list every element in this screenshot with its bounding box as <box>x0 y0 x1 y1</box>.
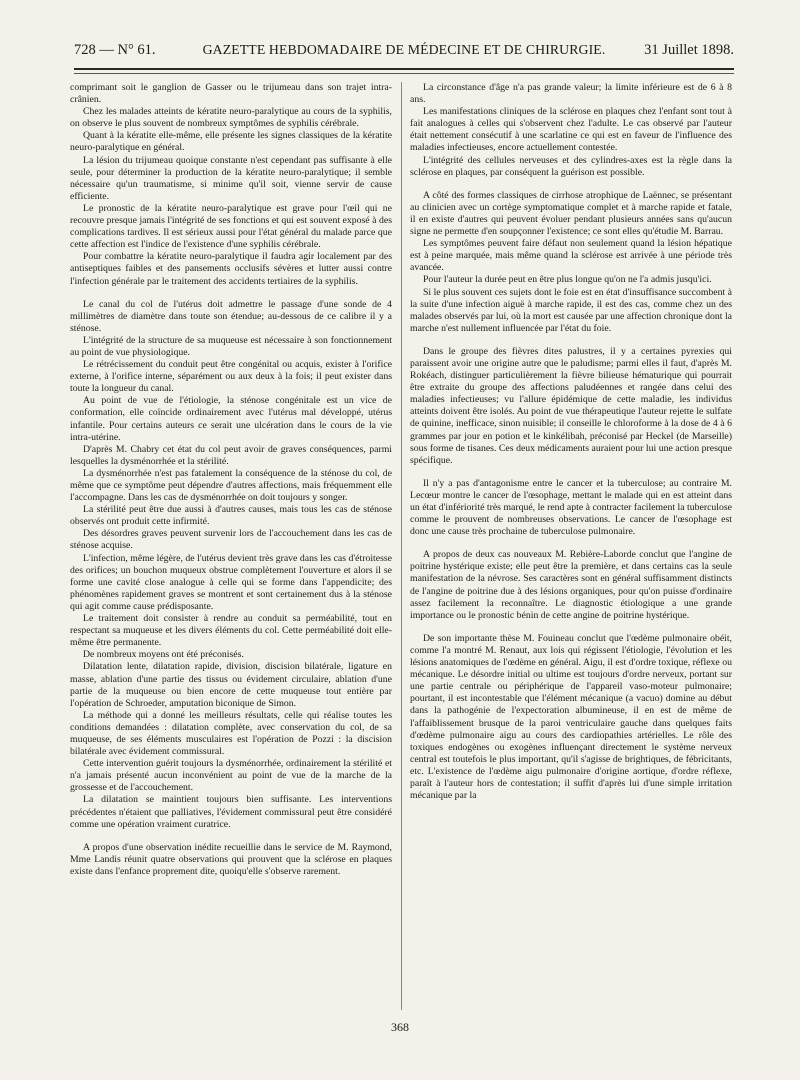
paragraph: Dans le groupe des fièvres dites palustres, il y a certaines pyrexies qui paraissent avoir une origine autre que le paludisme; parmi elles il faut, d'après M. Rokéach, distinguer particulièrement la fièvre bilieuse hématurique qui pourrait être extraite du groupe des affections paludéennes et rangée dans celui des maladies infectieuses; vu l'allure épidémique de cette maladie, les individus atteints doivent être isolés. Au point de vue thérapeutique l'auteur rejette le sulfate de quinine, inefficace, sinon nuisible; il conseille le chloroforme à la dose de 4 à 6 grammes par jour en potion et le kinkélibah, préconisé par Heckel (de Marseille) sous forme de tisanes. Ces deux médicaments auraient pour lui une action presque spécifique. <box>410 345 732 466</box>
folio-number: 368 <box>391 1020 409 1034</box>
paragraph: comprimant soit le ganglion de Gasser ou le trijumeau dans son trajet intra-crânien. <box>70 82 392 106</box>
paragraph: Quant à la kératite elle-même, elle présente les signes classiques de la kératite neuro-paralytique en général. <box>70 130 392 154</box>
paragraph: A propos de deux cas nouveaux M. Rebière-Laborde conclut que l'angine de poitrine hystérique existe; elle peut être la première, et dans certains cas la seule manifestation de la névrose. Ses caractères sont en général suffisamment distincts de l'angine de poitrine due à des lésions organiques, pour qu'on puisse d'ordinaire assez facilement la reconnaître. Le diagnostic étiologique a une grande importance ou le pronostic bénin de cette angine de poitrine hystérique. <box>410 549 732 621</box>
paragraph: La stérilité peut être due aussi à d'autres causes, mais tous les cas de sténose observés ont produit cette infirmité. <box>70 504 392 528</box>
paragraph: Il n'y a pas d'antagonisme entre le cancer et la tuberculose; au contraire M. Lecœur montre le cancer de l'œsophage, mettant le malade qui en est atteint dans un état d'infériorité très marqué, le rend apte à contracter facilement la tuberculose comme le prouvent de nombreuses observations. Le cancer de l'œsophage est donc une cause très prochaine de tuberculose pulmonaire. <box>410 477 732 538</box>
running-header <box>74 42 734 70</box>
paragraph: Des désordres graves peuvent survenir lors de l'accouchement dans les cas de sténose acquise. <box>70 528 392 552</box>
paragraph: Au point de vue de l'étiologie, la sténose congénitale est un vice de conformation, elle coïncide ordinairement avec l'utérus mal développé, utérus infantile. Pour certains auteurs ce serait une ulcération dans le cours de la vie intra-utérine. <box>70 395 392 443</box>
paragraph: L'intégrité de la structure de sa muqueuse est nécessaire à son fonctionnement au point de vue physiologique. <box>70 334 392 358</box>
page-number: 728 — N° 61. <box>74 42 156 58</box>
paragraph: La dysménorrhée n'est pas fatalement la conséquence de la sténose du col, de même que ce symptôme peut dépendre d'autres affections, mais fréquemment elle l'accompagne. Dans les cas de dysménorrhée on doit toujours y songer. <box>70 467 392 504</box>
paragraph: De son importante thèse M. Fouineau conclut que l'œdème pulmonaire obéit, comme l'a montré M. Renaut, aux lois qui régissent l'étiologie, l'évolution et les lésions anatomiques de l'œdème en général. Aigu, il est d'ordre toxique, réflexe ou mécanique. Le désordre initial ou ultime est toujours d'ordre nerveux, portant sur une partie centrale ou périphérique de l'appareil vaso-moteur pulmonaire; pourtant, il est incontestable que l'élément mécanique (a vacuo) domine au début dans la pathogénie de l'expectoration albumineuse, il en est de même de l'affaiblissement brusque de la paroi ventriculaire gauche dans quelques faits d'œdème pulmonaire aigu au cours des cardiopathies artérielles. Le rôle des toxiques endogènes ou exogènes influençant directement le système nerveux central est toutefois le plus important, qu'il s'agisse de brightiques, de fébricitants, etc. L'existence de l'œdème aigu pulmonaire d'origine aortique, d'ordre réflexe, paraît à l'auteur hors de contestation; il suffit d'après lui d'une simple irritation mécanique par la <box>410 632 732 802</box>
paragraph: L'infection, même légère, de l'utérus devient très grave dans les cas d'étroitesse des orifices; un bouchon muqueux obstrue complètement l'ouverture et alors il se forme une cavité close analogue à celle qui se forme dans l'appendicite; des phénomènes rapidement graves se montrent et sont certainement dus à la sténose qui agit comme cause prédisposante. <box>70 552 392 612</box>
paragraph: La dilatation se maintient toujours bien suffisante. Les interventions précédentes n'étaient que palliatives, l'évidement commissural peut être considéré comme une opération vraiment curatrice. <box>70 794 392 830</box>
paragraph: A propos d'une observation inédite recueillie dans le service de M. Raymond, Mme Landis réunit quatre observations qui prouvent que la sclérose en plaques existe dans l'enfance proprement dite, quoiqu'elle s'observe rarement. <box>70 841 392 877</box>
journal-title: GAZETTE HEBDOMADAIRE DE MÉDECINE ET DE CHIRURGIE. <box>202 42 606 57</box>
paragraph: La circonstance d'âge n'a pas grande valeur; la limite inférieure est de 6 à 8 ans. <box>410 82 732 106</box>
left-column <box>70 82 392 1012</box>
paragraph: Dilatation lente, dilatation rapide, division, discision bilatérale, ligature en masse, ablation d'une partie des tissus ou évidement circulaire, ablation d'une partie de la muqueuse ou bien encore de cette muqueuse tout entière par l'opération de Schroeder, amputation biconique de Simon. <box>70 661 392 709</box>
paragraph: Si le plus souvent ces sujets dont le foie est en état d'insuffisance succombent à la suite d'une infection aiguë à marche rapide, il est des cas, comme chez un des malades observés par lui, où la mort est causée par une affection chronique dont la marche n'est nullement influencée par l'état du foie. <box>410 286 732 334</box>
right-column <box>410 82 732 1012</box>
paragraph: Le pronostic de la kératite neuro-paralytique est grave pour l'œil qui ne recouvre presque jamais l'intégrité de ses fonctions et qui est souvent exposé à des complications tardives. Il est sérieux aussi pour l'état général du malade parce que cette affection est l'indice de l'existence d'une syphilis cérébrale. <box>70 202 392 251</box>
paragraph: A côté des formes classiques de cirrhose atrophique de Laënnec, se présentant au clinicien avec un cortège symptomatique complet et à marche rapide et fatale, il en existe d'autres qui peuvent évoluer pendant plusieurs années sans qu'aucun signe ne permette d'en soupçonner l'existence; ce sont elles qu'étudie M. Barrau. <box>410 189 732 238</box>
paragraph: Les symptômes peuvent faire défaut non seulement quand la lésion hépatique est à peine marquée, mais même quand la sclérose est arrivée à une période très avancée. <box>410 238 732 274</box>
paragraph: La lésion du trijumeau quoique constante n'est cependant pas suffisante à elle seule, pour déterminer la production de la kératite neuro-paralytique; il semble nécessaire qu'un traumatisme, si minime qu'il soit, vienne servir de cause efficiente. <box>70 154 392 202</box>
paragraph: Chez les malades atteints de kératite neuro-paralytique au cours de la syphilis, on observe le plus souvent de nombreux symptômes de syphilis cérébrale. <box>70 106 392 130</box>
paragraph: Le canal du col de l'utérus doit admettre le passage d'une sonde de 4 millimètres de diamètre dans toute son étendue; au-dessous de ce calibre il y a sténose. <box>70 298 392 334</box>
paragraph: Le rétrécissement du conduit peut être congénital ou acquis, exister à l'orifice externe, à l'orifice interne, séparément ou aux deux à la fois; il peut exister dans toute la longueur du canal. <box>70 359 392 395</box>
paragraph: Pour combattre la kératite neuro-paralytique il faudra agir localement par des antiseptiques faibles et des pansements occlusifs sévères et lutter aussi contre l'infection générale par le traitement des accidents tertiaires de la syphilis. <box>70 251 392 287</box>
paragraph: Cette intervention guérit toujours la dysménorrhée, ordinairement la stérilité et n'a jamais présenté aucun inconvénient au point de vue de la marche de la grossesse et de l'accouchement. <box>70 758 392 794</box>
paragraph: L'intégrité des cellules nerveuses et des cylindres-axes est la règle dans la sclérose en plaques, par conséquent la guérison est possible. <box>410 154 732 178</box>
paragraph: Pour l'auteur la durée peut en être plus longue qu'on ne l'a admis jusqu'ici. <box>423 274 712 286</box>
paragraph: Les manifestations cliniques de la sclérose en plaques chez l'enfant sont tout à fait analogues à celles qui s'observent chez l'adulte. Le cas observé par l'auteur était nettement consécutif à une scarlatine ce qui est en faveur de l'influence des maladies infectieuses, encore actuellement contestée. <box>410 106 732 154</box>
header-rule <box>74 73 734 74</box>
issue-date: 31 Juillet 1898. <box>644 42 734 58</box>
paragraph: Le traitement doit consister à rendre au conduit sa perméabilité, tout en respectant sa muqueuse et les divers éléments du col. Cette perméabilité doit elle-même être permanente. <box>70 613 392 649</box>
paragraph: D'après M. Chabry cet état du col peut avoir de graves conséquences, parmi lesquelles la dysménorrhée et la stérilité. <box>70 443 392 467</box>
paragraph: De nombreux moyens ont été préconisés. <box>83 649 244 661</box>
paragraph: La méthode qui a donné les meilleurs résultats, celle qui réalise toutes les conditions demandées : dilatation complète, avec conservation du col, de sa muqueuse, de ses éléments musculaires est l'opération de Pozzi : la discision bilatérale avec évidement commissural. <box>70 709 392 758</box>
column-divider <box>401 82 402 1010</box>
